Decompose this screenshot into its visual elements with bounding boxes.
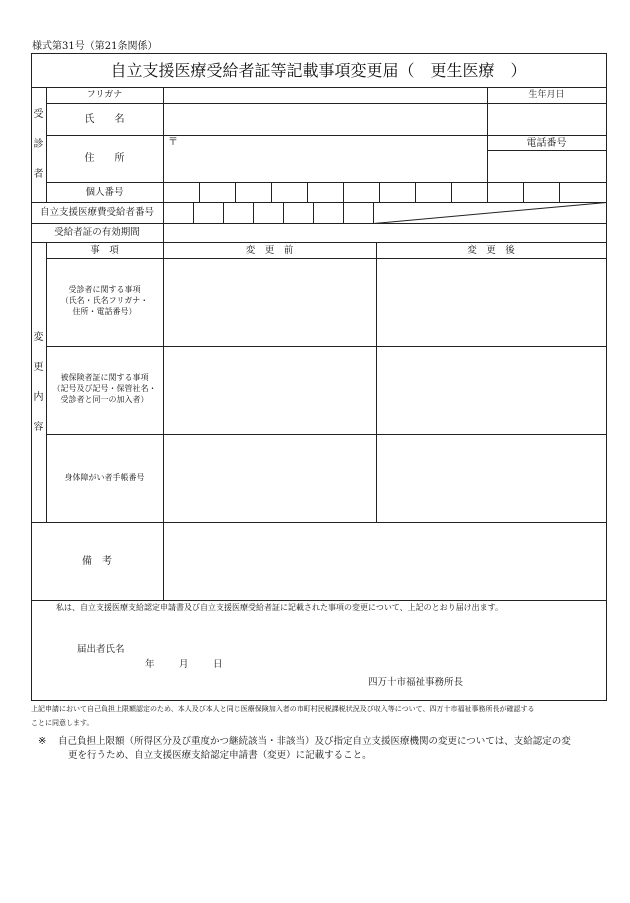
change-after-disability-field[interactable] bbox=[377, 435, 606, 522]
submitter-name-field[interactable] bbox=[140, 640, 440, 658]
patient-char-3: 者 bbox=[33, 169, 44, 180]
change-after-insurance-field[interactable] bbox=[377, 347, 606, 434]
change-item-insurance-line1: 被保険者証に関する事項 bbox=[60, 373, 149, 382]
changes-section-label bbox=[31, 243, 46, 522]
patient-char-1: 受 bbox=[33, 109, 44, 120]
remarks-label: 備 考 bbox=[82, 556, 112, 567]
furigana-label: フリガナ bbox=[86, 90, 123, 100]
change-before-disability-field[interactable] bbox=[164, 435, 376, 522]
birthdate-field[interactable] bbox=[488, 104, 606, 135]
patient-section-label bbox=[31, 88, 46, 202]
name-field[interactable] bbox=[164, 104, 487, 135]
change-after-patient-field[interactable] bbox=[377, 259, 606, 346]
consent-line-1: 上記申請において自己負担上限額認定のため、本人及び本人と同じ医療保険加入者の市町村民税課税状況及び収入等について、四万十市福祉事務所長が確認する bbox=[31, 705, 535, 713]
date-year-label: 年 bbox=[145, 659, 155, 670]
mynumber-field[interactable] bbox=[164, 183, 606, 202]
date-day-label: 日 bbox=[213, 659, 223, 670]
change-before-insurance-field[interactable] bbox=[164, 347, 376, 434]
declaration-statement: 私は、自立支援医療支給認定申請書及び自立支援医療受給者証に記載された事項の変更について、上記のとおり届け出ます。 bbox=[56, 603, 504, 612]
date-month-label: 月 bbox=[179, 659, 189, 670]
addressee: 四万十市福祉事務所長 bbox=[368, 677, 464, 688]
change-item-patient-line3: 住所・電話番号） bbox=[72, 307, 137, 316]
change-item-insurance-line3: 受診者と同一の加入者） bbox=[60, 395, 149, 404]
form-title: 自立支援医療受給者証等記載事項変更届（ 更生医療 ） bbox=[110, 61, 527, 80]
changes-char-2: 更 bbox=[33, 362, 44, 373]
validity-field[interactable] bbox=[164, 224, 606, 242]
after-header: 変 更 後 bbox=[467, 245, 515, 256]
item-header: 事 項 bbox=[90, 245, 119, 256]
address-field[interactable] bbox=[164, 136, 487, 182]
consent-line-2: ことに同意します。 bbox=[31, 719, 94, 727]
submitter-label: 届出者氏名 bbox=[77, 644, 125, 655]
validity-label: 受給者証の有効期間 bbox=[54, 227, 140, 238]
changes-char-3: 内 bbox=[33, 392, 44, 403]
changes-char-4: 容 bbox=[33, 422, 44, 433]
note-line-1: 自己負担上限額（所得区分及び重度かつ継続該当・非該当）及び指定自立支援医療機関の変更については、支給認定の変 bbox=[58, 736, 571, 747]
birthdate-label: 生年月日 bbox=[528, 90, 565, 100]
before-header: 変 更 前 bbox=[245, 245, 294, 256]
changes-char-1: 変 bbox=[33, 332, 44, 343]
patient-char-2: 診 bbox=[33, 139, 44, 150]
furigana-field[interactable] bbox=[164, 88, 487, 103]
address-label: 住 所 bbox=[84, 153, 125, 164]
note-mark: ※ bbox=[38, 736, 47, 747]
form-number: 様式第31号（第21条関係） bbox=[32, 41, 158, 52]
change-before-patient-field[interactable] bbox=[164, 259, 376, 346]
mynumber-label: 個人番号 bbox=[85, 187, 124, 198]
remarks-field[interactable] bbox=[164, 523, 606, 600]
name-label: 氏 名 bbox=[84, 114, 125, 125]
change-item-insurance-line2: （記号及び記号・保管社名・ bbox=[52, 384, 157, 393]
postal-mark: 〒 bbox=[168, 137, 178, 148]
change-item-patient-line1: 受診者に関する事項 bbox=[68, 285, 141, 294]
phone-field[interactable] bbox=[488, 151, 606, 182]
note-line-2: 更を行うため、自立支援医療支給認定申請書（変更）に記載すること。 bbox=[68, 750, 372, 761]
change-item-disability: 身体障がい者手帳番号 bbox=[64, 473, 145, 482]
recipient-number-field[interactable] bbox=[164, 203, 373, 223]
recipient-number-label: 自立支援医療費受給者番号 bbox=[39, 207, 154, 218]
change-item-patient-line2: （氏名・氏名フリガナ・ bbox=[60, 296, 149, 305]
phone-label: 電話番号 bbox=[526, 138, 567, 149]
